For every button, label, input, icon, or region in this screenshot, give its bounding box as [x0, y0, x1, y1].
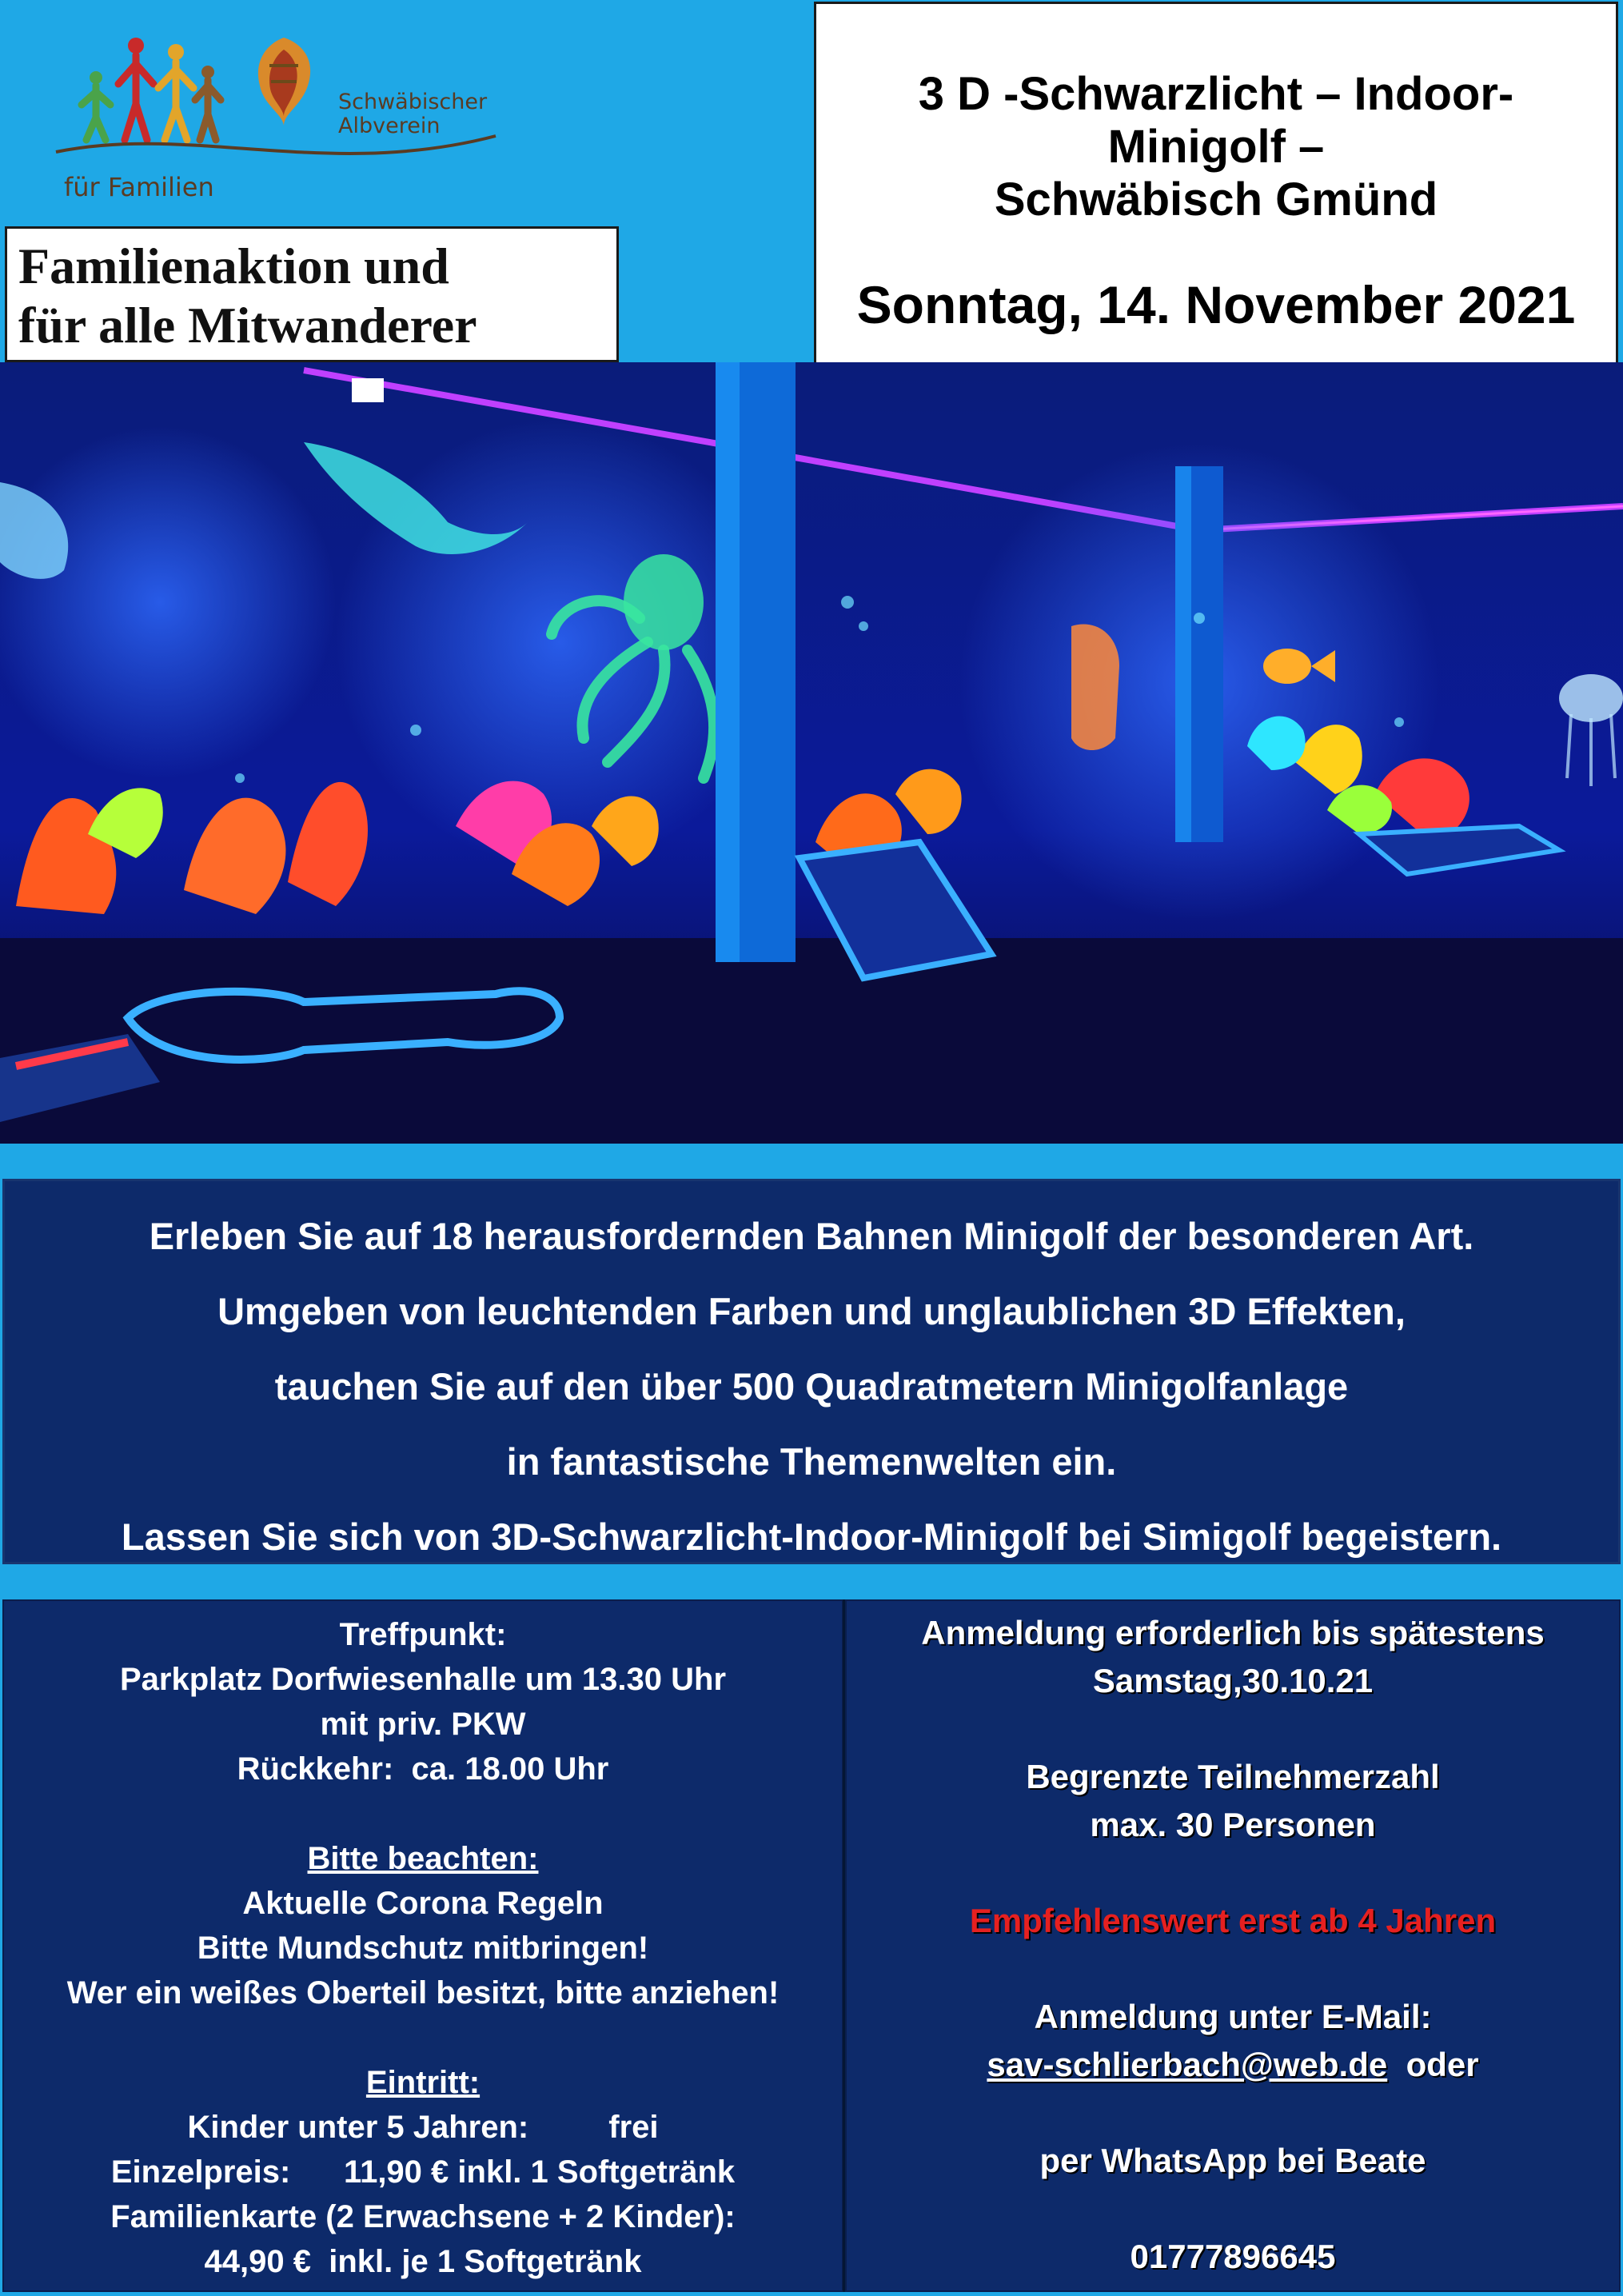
description-line: in fantastische Themenwelten ein.	[506, 1440, 1117, 1483]
meeting-heading: Treffpunkt:	[339, 1617, 507, 1652]
event-title-box	[814, 2, 1618, 376]
albverein-line2: Albverein	[338, 114, 441, 138]
deadline-date: Samstag,30.10.21	[1092, 1662, 1374, 1699]
familien-logo-text: für Familien	[64, 172, 214, 202]
albverein-logo-text	[338, 90, 487, 138]
albverein-line1: Schwäbischer	[338, 90, 488, 114]
email-suffix: oder	[1406, 2046, 1479, 2083]
blacklight-scene-image	[0, 362, 1623, 1144]
meeting-line: Rückkehr: ca. 18.00 Uhr	[237, 1751, 609, 1787]
spacer	[847, 1705, 1619, 1753]
meeting-line: Parkplatz Dorfwiesenhalle um 13.30 Uhr	[119, 1662, 727, 1697]
entry-price-row: Kinder unter 5 Jahren: frei	[187, 2110, 659, 2145]
spacer	[847, 1849, 1619, 1897]
entry-price-row: Familienkarte (2 Erwachsene + 2 Kinder):	[110, 2199, 736, 2234]
whatsapp-line: per WhatsApp bei Beate	[1039, 2142, 1426, 2179]
description-panel	[2, 1179, 1621, 1564]
registration-info-panel	[845, 1599, 1621, 2292]
notes-heading: Bitte beachten:	[307, 1841, 539, 1876]
notes-line: Wer ein weißes Oberteil besitzt, bitte anziehen!	[66, 1975, 780, 2010]
limit-value: max. 30 Personen	[1090, 1806, 1376, 1843]
entry-heading: Eintritt:	[365, 2065, 481, 2100]
email-label: Anmeldung unter E-Mail:	[1034, 1998, 1432, 2035]
description-line: Lassen Sie sich von 3D-Schwarzlicht-Indoor-Minigolf bei Simigolf begeistern.	[121, 1515, 1502, 1558]
spacer	[847, 1945, 1619, 1993]
phone-number[interactable]: 01777896645	[1130, 2238, 1336, 2275]
email-row	[847, 2041, 1619, 2089]
audience-label-box	[5, 226, 619, 362]
title-line: Minigolf –	[1107, 121, 1325, 173]
description-line: tauchen Sie auf den über 500 Quadratmetern Minigolfanlage	[274, 1365, 1349, 1408]
title-line: Schwäbisch Gmünd	[994, 174, 1438, 226]
meeting-line: mit priv. PKW	[320, 1707, 526, 1742]
limit-line: Begrenzte Teilnehmerzahl	[1026, 1758, 1440, 1795]
age-recommendation: Empfehlenswert erst ab 4 Jahren	[969, 1902, 1497, 1939]
minigolf-photo	[0, 362, 1623, 1144]
meeting-info-panel	[2, 1599, 843, 2292]
title-line: 3 D -Schwarzlicht – Indoor-	[918, 68, 1514, 120]
spacer	[847, 2089, 1619, 2137]
familien-logo	[48, 28, 496, 212]
event-date: Sonntag, 14. November 2021	[856, 275, 1576, 334]
spacer	[847, 2185, 1619, 2233]
deadline-line: Anmeldung erforderlich bis spätestens	[921, 1614, 1545, 1651]
notes-line: Bitte Mundschutz mitbringen!	[197, 1931, 649, 1966]
audience-line-2: für alle Mitwanderer	[18, 297, 477, 353]
audience-line-1: Familienaktion und	[18, 238, 449, 294]
spacer	[4, 2015, 842, 2060]
notes-line: Aktuelle Corona Regeln	[242, 1886, 604, 1921]
albverein-emblem-icon	[258, 38, 310, 126]
description-line: Erleben Sie auf 18 herausfordernden Bahnen Minigolf der besonderen Art.	[149, 1215, 1474, 1257]
entry-price-row: Einzelpreis: 11,90 € inkl. 1 Softgetränk	[110, 2154, 736, 2190]
description-line: Umgeben von leuchtenden Farben und unglaublichen 3D Effekten,	[217, 1290, 1406, 1332]
email-link[interactable]: sav-schlierbach@web.de	[987, 2046, 1388, 2083]
event-title	[816, 68, 1616, 226]
entry-price-row: 44,90 € inkl. je 1 Softgetränk	[204, 2244, 642, 2279]
spacer	[4, 1791, 842, 1836]
